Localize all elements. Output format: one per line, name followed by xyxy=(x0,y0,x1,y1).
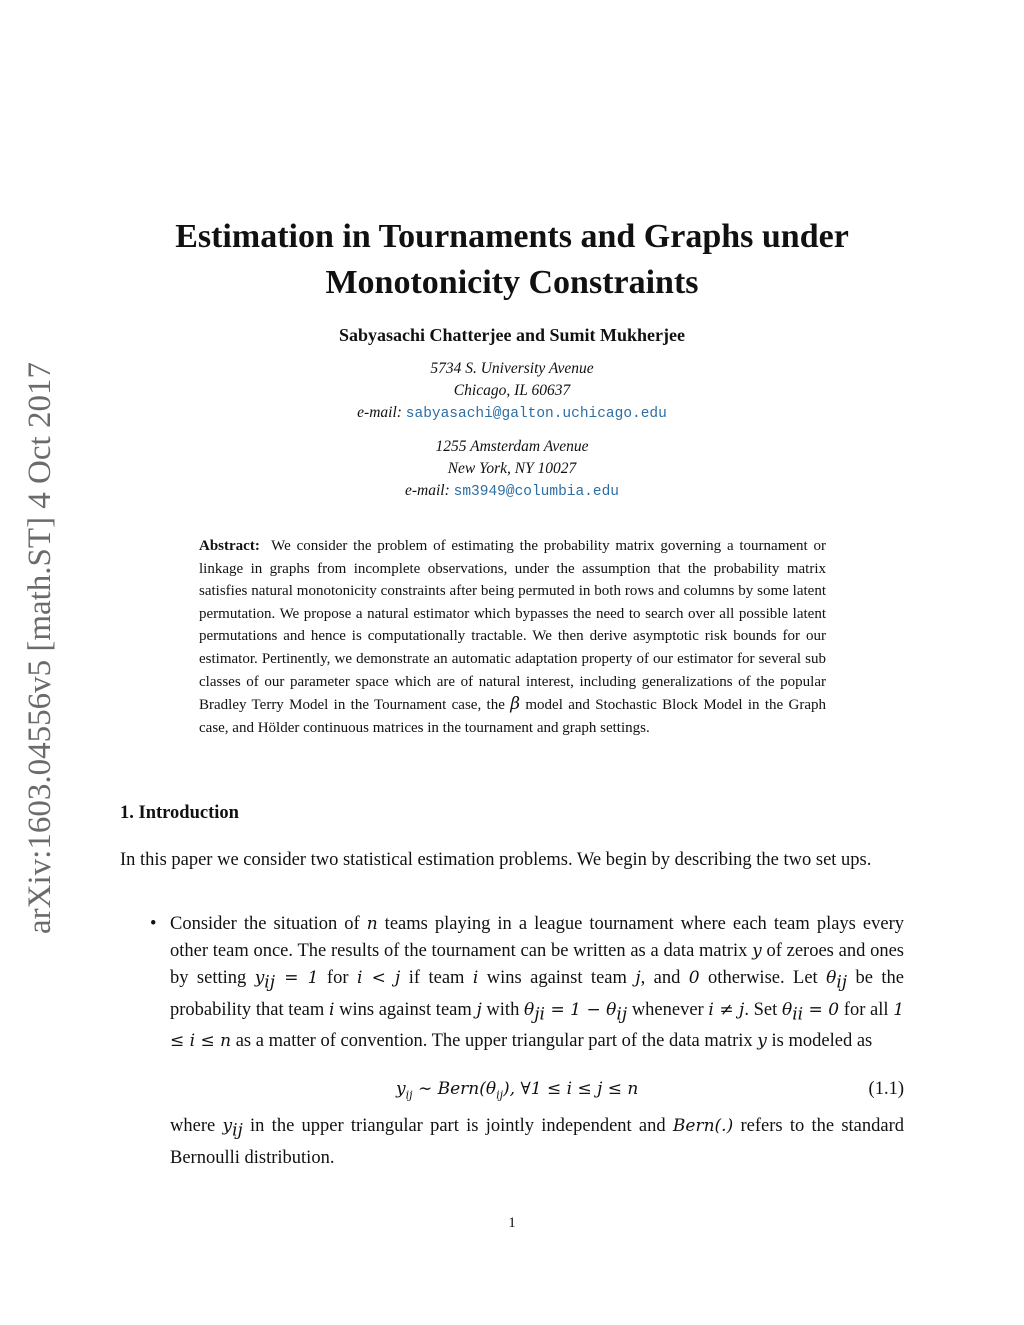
text: be the probability that team xyxy=(170,968,904,1020)
text: as a matter of convention. The upper triangular part of the data matrix xyxy=(231,1031,758,1052)
affiliation-1-city: Chicago, IL 60637 xyxy=(453,382,571,399)
math: y xyxy=(396,1079,406,1099)
intro-paragraph: In this paper we consider two statistical estimation problems. We begin by describing the two set ups. xyxy=(120,850,872,870)
math: i < j xyxy=(356,968,401,988)
title-line-2: Monotonicity Constraints xyxy=(325,264,699,301)
affiliation-1-street: 5734 S. University Avenue xyxy=(430,360,594,377)
math: y xyxy=(254,968,265,988)
abstract-text-a: We consider the problem of estimating the probability matrix governing a tournament or linkage in graphs from incomplete observations, under the assumption that the probability matrix satisfies natural monotonicity constraints after being permuted in both rows and columns by some latent permutation. We propose a natural estimator which bypasses the need to search over all possible latent permutations and hence is computationally tractable. We then derive asymptotic risk bounds for our estimator. Pertinently, we demonstrate an automatic adaptation property of our estimator for several sub classes of our parameter space which are of natural interest, including generalizations of the popular Bradley Terry Model in the Tournament case, the xyxy=(199,538,826,714)
text: wins against team xyxy=(478,968,636,988)
paper-title xyxy=(0,214,1024,306)
math-subscript: ji xyxy=(534,1004,545,1025)
text: for all xyxy=(839,999,894,1020)
affiliation-2-street: 1255 Amsterdam Avenue xyxy=(435,438,589,455)
email-label: e-mail: xyxy=(357,404,402,421)
email-link-1[interactable]: sabyasachi@galton.uchicago.edu xyxy=(405,406,667,422)
text: Consider the situation of xyxy=(170,914,367,934)
equation-body xyxy=(396,1076,638,1108)
math: = 1 − θ xyxy=(544,999,617,1020)
text: teams playing in a league tournament where each team plays every other team once. The results of the tournament can be written as a data matrix xyxy=(170,914,904,961)
email-label: e-mail: xyxy=(405,482,450,499)
author-names: Sabyasachi Chatterjee and Sumit Mukherjee xyxy=(339,325,685,345)
math: i ≠ j xyxy=(708,999,745,1020)
text: if team xyxy=(400,968,473,988)
abstract-text-b: model and Stochastic Block Model in the Graph case, and Hölder continuous matrices in the tournament and graph settings. xyxy=(199,697,826,736)
abstract-label: Abstract: xyxy=(199,538,260,554)
text: with xyxy=(481,999,525,1020)
title-line-1: Estimation in Tournaments and Graphs under xyxy=(175,218,849,255)
math: j xyxy=(635,968,641,988)
math-subscript: ij xyxy=(496,1088,504,1102)
math: n xyxy=(366,914,378,934)
bullet-marker: • xyxy=(150,914,157,934)
math-subscript: ij xyxy=(264,972,276,993)
affiliation-2-city: New York, NY 10027 xyxy=(447,460,577,477)
arxiv-identifier: arXiv:1603.04556v5 [math.ST] 4 Oct 2017 xyxy=(22,362,58,934)
math: ), ∀1 ≤ i ≤ j ≤ n xyxy=(503,1079,639,1099)
math: y xyxy=(757,1031,767,1052)
math: 0 xyxy=(688,968,700,988)
email-link-2[interactable]: sm3949@columbia.edu xyxy=(453,484,619,500)
affiliation-2 xyxy=(0,436,1024,503)
text: where xyxy=(170,1116,223,1136)
math: = 1 xyxy=(275,968,319,988)
text: in the upper triangular part is jointly independent and xyxy=(242,1116,673,1136)
math-subscript: ij xyxy=(836,972,848,993)
text: . Set xyxy=(744,999,782,1020)
math-subscript: ii xyxy=(792,1004,804,1025)
math: j xyxy=(476,999,482,1020)
equation-explanation xyxy=(170,1113,904,1172)
math: 1 ≤ i ≤ n xyxy=(170,999,905,1052)
affiliation-1-email-row xyxy=(0,402,1024,425)
text: otherwise. Let xyxy=(699,968,827,988)
text: whenever xyxy=(627,999,709,1020)
section-heading-introduction: 1. Introduction xyxy=(120,803,239,823)
abstract xyxy=(199,535,826,739)
beta-symbol: β xyxy=(510,694,521,715)
math: i xyxy=(328,999,335,1020)
text: is modeled as xyxy=(766,1031,873,1052)
math: i xyxy=(472,968,479,988)
affiliation-2-email-row xyxy=(0,480,1024,503)
text: for xyxy=(318,968,357,988)
math: y xyxy=(752,941,762,961)
text: of zeroes and ones by setting xyxy=(170,941,904,988)
math-subscript: ij xyxy=(405,1088,413,1102)
affiliation-1 xyxy=(0,358,1024,425)
math: θ xyxy=(781,999,793,1020)
math: θ xyxy=(826,968,837,988)
math: θ xyxy=(524,999,535,1020)
math: = 0 xyxy=(803,999,840,1020)
text: refers to the standard Bernoulli distribution. xyxy=(170,1116,904,1168)
bullet-item xyxy=(170,911,904,1055)
math-subscript: ij xyxy=(232,1120,243,1141)
text: wins against team xyxy=(334,999,477,1020)
page-number: 1 xyxy=(508,1215,516,1231)
math-subscript: ij xyxy=(616,1004,628,1025)
math: Bern(.) xyxy=(672,1116,734,1136)
math: ∼ Bern(θ xyxy=(412,1079,497,1099)
text: , and xyxy=(640,968,689,988)
equation-number: (1.1) xyxy=(868,1079,904,1099)
math: y xyxy=(222,1116,233,1136)
